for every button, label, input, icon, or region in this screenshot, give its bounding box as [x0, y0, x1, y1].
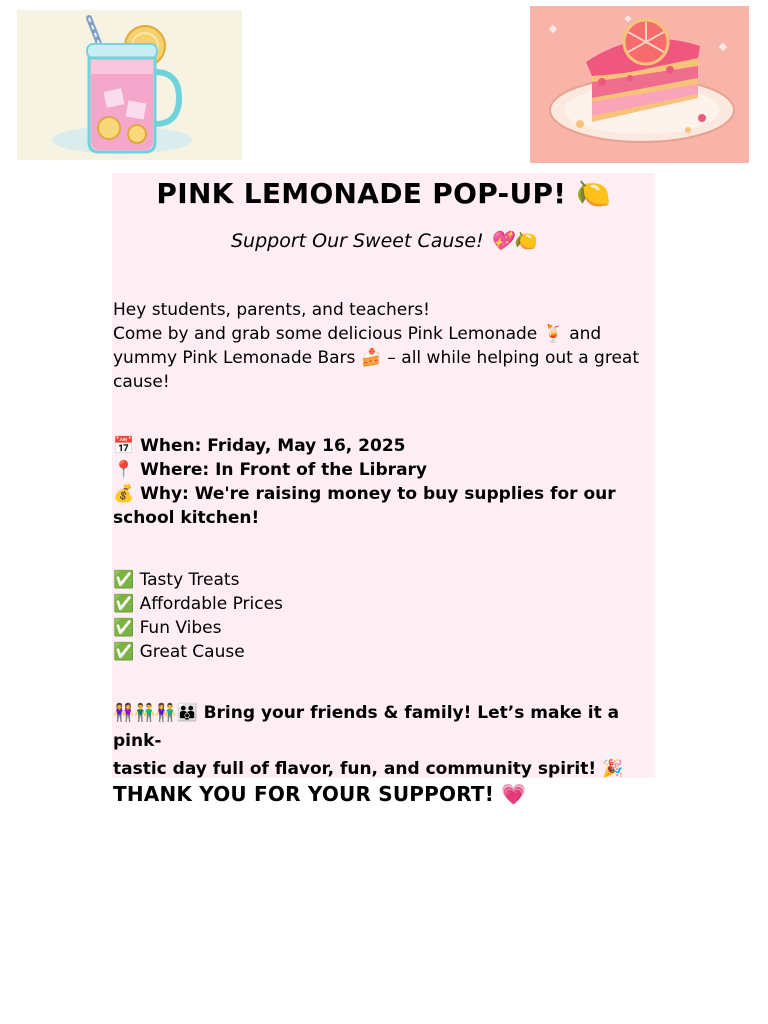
intro-line: Hey students, parents, and teachers! [113, 300, 430, 320]
perks-list [113, 568, 655, 664]
perk-item: ✅ Affordable Prices [113, 594, 283, 614]
closing-line: tastic day full of flavor, fun, and community spirit! 🎉 [113, 759, 624, 779]
closing-line: 👭👬👫👪 Bring your friends & family! Let’s make it a pink- [113, 703, 620, 751]
thank-you-line: THANK YOU FOR YOUR SUPPORT! 💗 [113, 782, 527, 806]
pink-lemonade-jar-icon [17, 10, 242, 160]
detail-when: 📅 When: Friday, May 16, 2025 [113, 436, 406, 456]
closing-paragraph [113, 699, 655, 783]
detail-why: 💰 Why: We're raising money to buy supplies for our [113, 484, 616, 504]
cake-slice-icon [530, 6, 749, 163]
perk-item: ✅ Tasty Treats [113, 570, 240, 590]
flyer-panel [112, 173, 655, 806]
intro-line: yummy Pink Lemonade Bars 🍰 – all while helping out a great [113, 348, 639, 368]
intro-line: Come by and grab some delicious Pink Lemonade 🍹 and [113, 324, 602, 344]
perk-item: ✅ Great Cause [113, 642, 245, 662]
intro-line: cause! [113, 372, 170, 392]
perk-item: ✅ Fun Vibes [113, 618, 222, 638]
intro-paragraph [113, 298, 655, 394]
flyer-subtitle: Support Our Sweet Cause! 💖🍋 [231, 230, 537, 252]
detail-where: 📍 Where: In Front of the Library [113, 460, 428, 480]
event-details [113, 434, 655, 530]
detail-why-cont: school kitchen! [113, 508, 260, 528]
flyer-title: PINK LEMONADE POP-UP! 🍋 [156, 177, 612, 210]
